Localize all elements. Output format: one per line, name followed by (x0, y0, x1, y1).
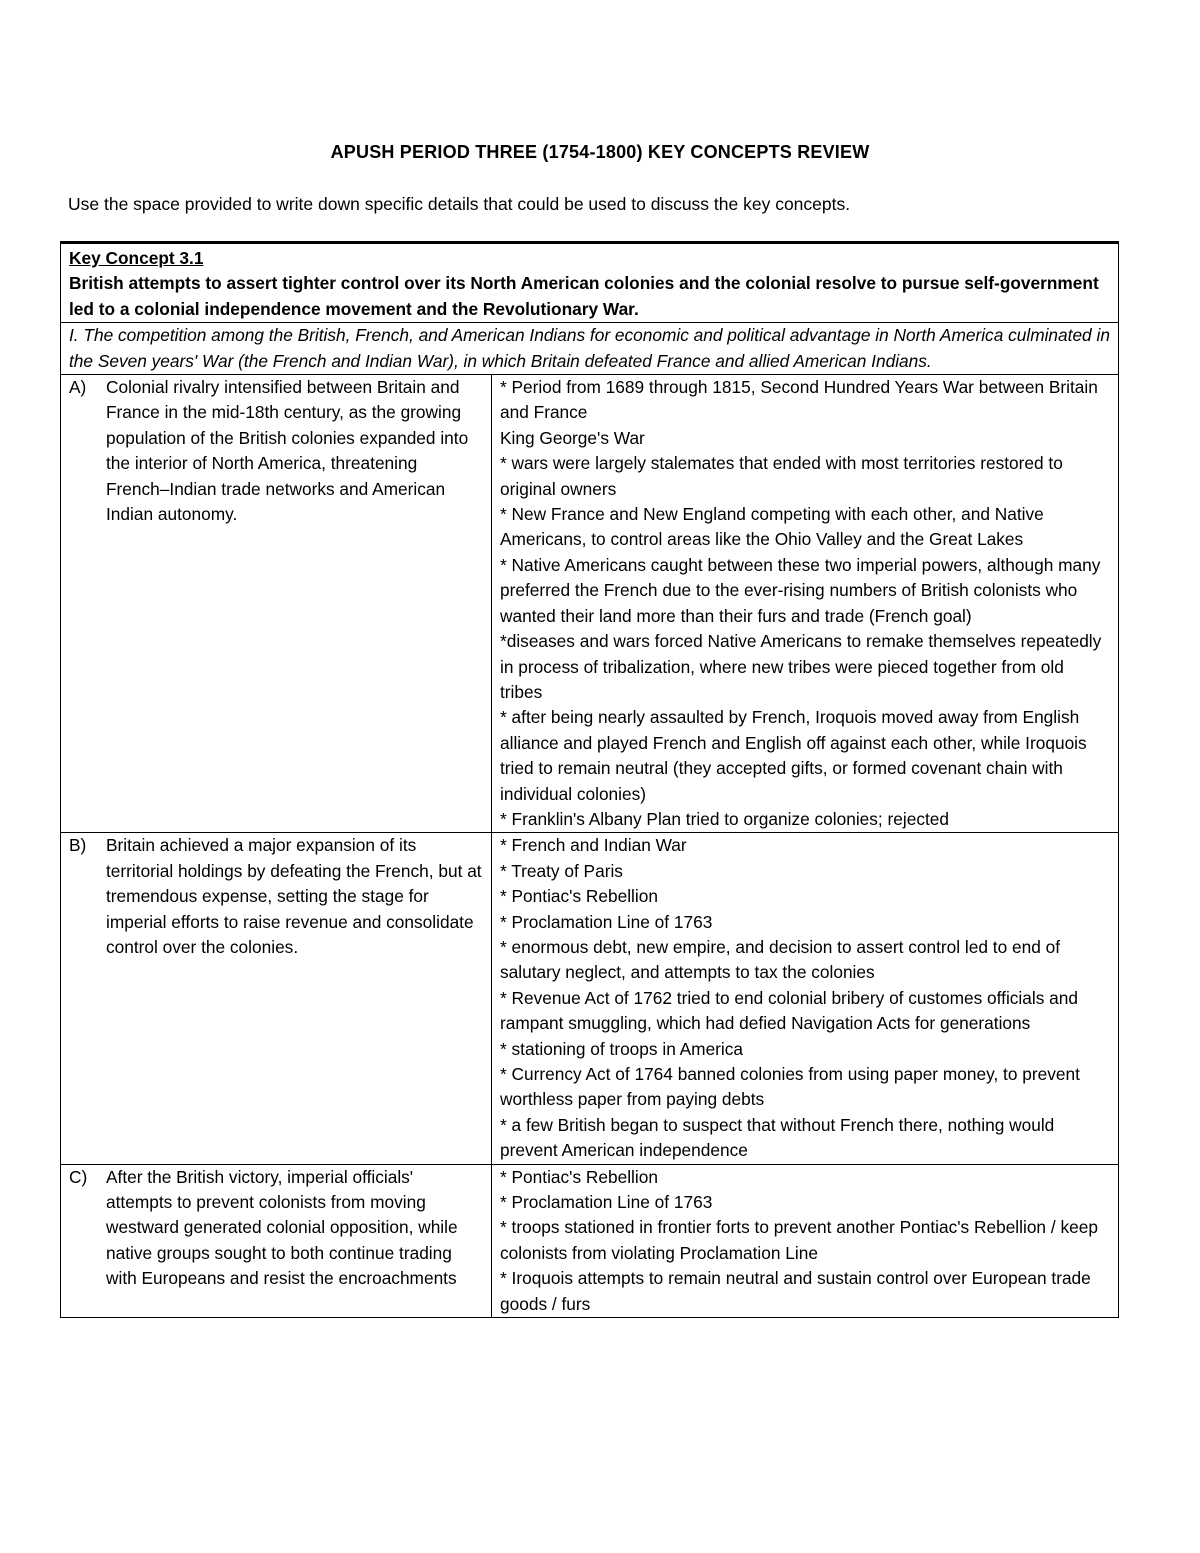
concept-cell (61, 375, 492, 833)
note-line: * Revenue Act of 1762 tried to end colonial bribery of customes officials and rampant smuggling, which had defied Navigation Acts for generations (500, 987, 1078, 1034)
note-line: * New France and New England competing with each other, and Native Americans, to control areas like the Ohio Valley and the Great Lakes (500, 504, 1044, 550)
note-line: * Currency Act of 1764 banned colonies from using paper money, to prevent worthless paper from paying debts (500, 1064, 1080, 1110)
note-line: * Franklin's Albany Plan tried to organize colonies; rejected (500, 808, 950, 829)
page-title: APUSH PERIOD THREE (1754-1800) KEY CONCEPTS REVIEW (330, 142, 870, 162)
note-line: * Proclamation Line of 1763 (500, 1192, 713, 1213)
note-line: * French and Indian War (500, 835, 687, 856)
note-line: * Pontiac's Rebellion (500, 886, 658, 907)
note-line: King George's War (500, 427, 645, 448)
row-letter: C) (69, 1166, 88, 1187)
note-line: *diseases and wars forced Native Americans to remake themselves repeatedly in process of tribalization, where new tribes were pieced together from old tribes (500, 631, 1102, 702)
row-letter: B) (69, 835, 87, 856)
subconcept-text: I. The competition among the British, French, and American Indians for economic and political advantage in North America culminated in the Seven years' War (the French and Indian War), in which Britain defeated France and allied American Indians. (69, 325, 1110, 371)
note-line: * a few British began to suspect that without French there, nothing would prevent American independence (500, 1114, 1055, 1161)
note-line: * after being nearly assaulted by French, Iroquois moved away from English alliance and played French and English off against each other, while Iroquois tried to remain neutral (they accepted gifts, or formed covenant chain with individual colonies) (500, 707, 1087, 804)
table-row (61, 1164, 1119, 1317)
table-row (61, 375, 1119, 833)
concept-cell (61, 833, 492, 1164)
subconcept-row (61, 323, 1119, 375)
note-line: * wars were largely stalemates that ended with most territories restored to original owners (500, 453, 1063, 499)
table-row (61, 833, 1119, 1164)
row-concept-text: Britain achieved a major expansion of its territorial holdings by defeating the French, but at tremendous expense, setting the stage for imperial efforts to raise revenue and consolidate control over the colonies. (106, 835, 482, 957)
subconcept-cell (61, 323, 1119, 375)
note-line: * Period from 1689 through 1815, Second Hundred Years War between Britain and France (500, 377, 1098, 423)
note-line: * troops stationed in frontier forts to prevent another Pontiac's Rebellion / keep colonists from violating Proclamation Line (500, 1217, 1098, 1263)
concept-cell (61, 1164, 492, 1317)
notes-cell (492, 1164, 1119, 1317)
note-line: * Pontiac's Rebellion (500, 1166, 658, 1187)
instructions: Use the space provided to write down specific details that could be used to discuss the key concepts. (68, 194, 851, 214)
key-concept-description: British attempts to assert tighter control over its North American colonies and the colonial resolve to pursue self-government led to a colonial independence movement and the Revolutionary War. (69, 273, 1099, 319)
note-line: * stationing of troops in America (500, 1038, 744, 1059)
key-concept-header-row (61, 243, 1119, 323)
row-concept-text: Colonial rivalry intensified between Britain and France in the mid-18th century, as the growing population of the British colonies expanded into the interior of North America, threatening French–Indian trade networks and American Indian autonomy. (106, 377, 469, 525)
note-line: * Treaty of Paris (500, 860, 623, 881)
key-concept-table (60, 241, 1119, 1318)
row-letter: A) (69, 377, 87, 398)
row-concept-text: After the British victory, imperial officials' attempts to prevent colonists from moving westward generated colonial opposition, while native groups sought to both continue trading with Europeans and resist the encroachments (106, 1166, 458, 1289)
key-concept-header (61, 243, 1119, 323)
key-concept-label: Key Concept 3.1 (69, 248, 204, 268)
notes-cell (492, 833, 1119, 1164)
note-line: * Iroquois attempts to remain neutral and sustain control over European trade goods / furs (500, 1268, 1091, 1314)
notes-cell (492, 375, 1119, 833)
note-line: * Native Americans caught between these two imperial powers, although many preferred the French due to the ever-rising numbers of British colonists who wanted their land more than their furs and trade (French goal) (500, 554, 1101, 626)
note-line: * Proclamation Line of 1763 (500, 911, 713, 932)
note-line: * enormous debt, new empire, and decision to assert control led to end of salutary neglect, and attempts to tax the colonies (500, 936, 1061, 983)
